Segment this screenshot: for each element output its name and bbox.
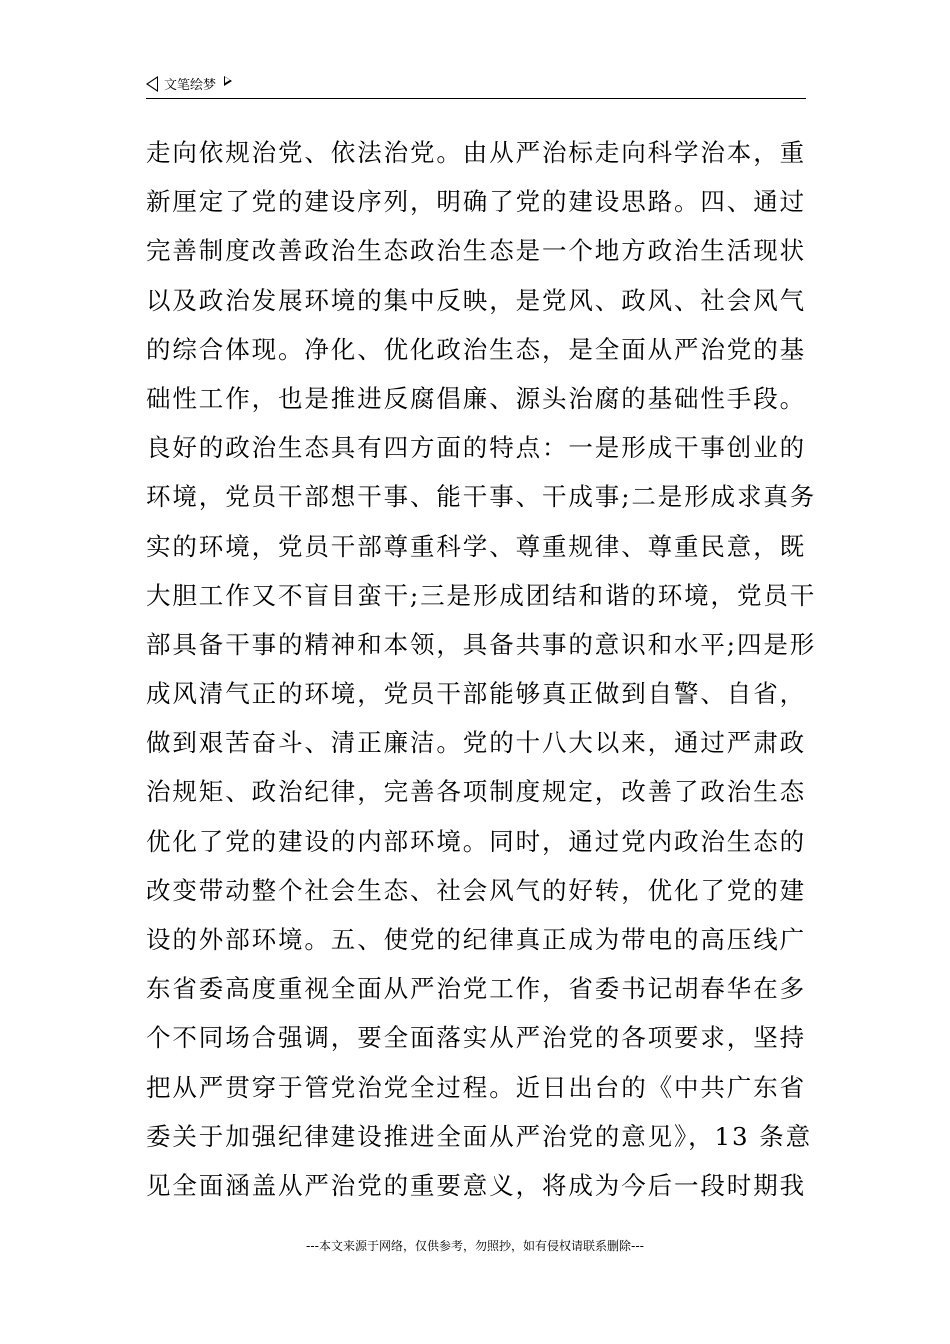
text-line: 以及政治发展环境的集中反映，是党风、政风、社会风气 (146, 285, 806, 315)
text-line: 成风清气正的环境，党员干部能够真正做到自警、自省， (146, 679, 806, 709)
text-line: 实的环境，党员干部尊重科学、尊重规律、尊重民意，既 (146, 531, 806, 561)
text-line: 东省委高度重视全面从严治党工作，省委书记胡春华在多 (146, 974, 806, 1004)
text-line: 改变带动整个社会生态、社会风气的好转，优化了党的建 (146, 875, 806, 905)
text-line: 础性工作，也是推进反腐倡廉、源头治腐的基础性手段。 (146, 383, 806, 413)
text-line: 部具备干事的精神和本领，具备共事的意识和水平;四是形 (146, 629, 817, 659)
triangle-left-icon (146, 76, 158, 92)
text-line: 治规矩、政治纪律，完善各项制度规定，改善了政治生态 (146, 777, 806, 807)
text-line: 完善制度改善政治生态政治生态是一个地方政治生活现状 (146, 236, 806, 266)
text-line: 做到艰苦奋斗、清正廉洁。党的十八大以来，通过严肃政 (146, 728, 806, 758)
text-line: 环境，党员干部想干事、能干事、干成事;二是形成求真务 (146, 482, 817, 512)
text-line: 的综合体现。净化、优化政治生态，是全面从严治党的基 (146, 334, 806, 364)
text-line: 委关于加强纪律建设推进全面从严治党的意见》，13 条意 (146, 1121, 813, 1151)
text-line: 走向依规治党、依法治党。由从严治标走向科学治本，重 (146, 138, 806, 167)
text-line: 优化了党的建设的内部环境。同时，通过党内政治生态的 (146, 826, 806, 856)
text-line: 见全面涵盖从严治党的重要意义，将成为今后一段时期我 (146, 1170, 806, 1200)
text-line: 新厘定了党的建设序列，明确了党的建设思路。四、通过 (146, 187, 806, 217)
text-line: 大胆工作又不盲目蛮干;三是形成团结和谐的环境，党员干 (146, 580, 817, 610)
text-line: 良好的政治生态具有四方面的特点：一是形成干事创业的 (146, 433, 806, 463)
page-header (146, 70, 806, 99)
body-text (146, 128, 817, 1210)
header-title: 文笔绘梦 (164, 78, 217, 93)
text-line: 把从严贯穿于管党治党全过程。近日出台的《中共广东省 (146, 1072, 806, 1102)
triangle-right-icon (224, 76, 232, 86)
text-line: 个不同场合强调，要全面落实从严治党的各项要求，坚持 (146, 1023, 806, 1053)
page-footer: ---本文来源于网络，仅供参考，勿照抄，如有侵权请联系删除--- (306, 1239, 644, 1253)
text-line: 设的外部环境。五、使党的纪律真正成为带电的高压线广 (146, 925, 806, 954)
